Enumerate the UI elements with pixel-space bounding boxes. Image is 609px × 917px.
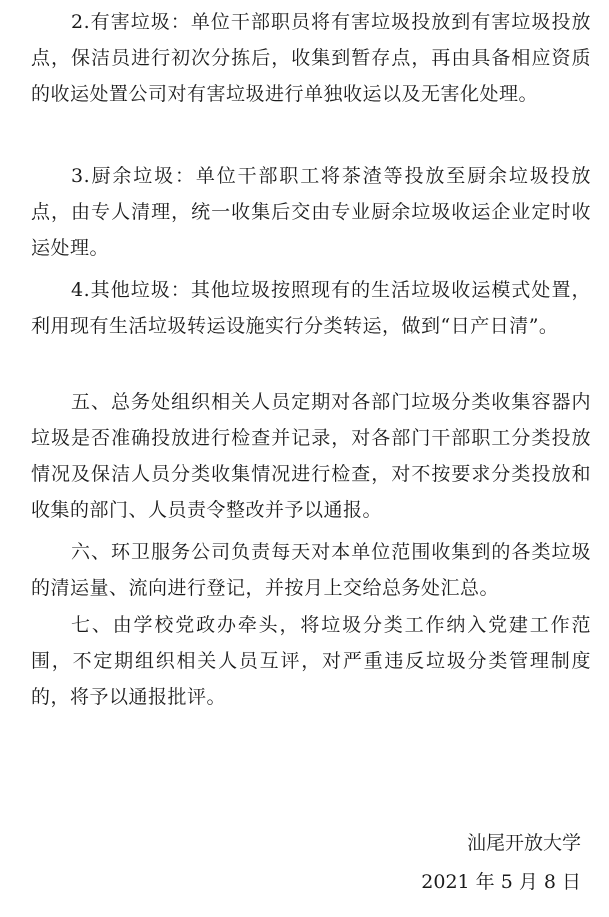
paragraph-other-waste: 4.其他垃圾：其他垃圾按照现有的生活垃圾收运模式处置，利用现有生活垃圾转运设施实行分类转运，做到“日产日清”。 (31, 279, 591, 337)
paragraph-kitchen-waste: 3.厨余垃圾：单位干部职工将茶渣等投放至厨余垃圾投放点，由专人清理，统一收集后交由专业厨余垃圾收运企业定时收运处理。 (31, 165, 591, 259)
signature-date: 2021 年 5 月 8 日 (421, 871, 581, 893)
paragraph-section-seven: 七、由学校党政办牵头，将垃圾分类工作纳入党建工作范围，不定期组织相关人员互评，对严重违反垃圾分类管理制度的，将予以通报批评。 (31, 614, 591, 708)
paragraph-section-five: 五、总务处组织相关人员定期对各部门垃圾分类收集容器内垃圾是否准确投放进行检查并记录，对各部门干部职工分类投放情况及保洁人员分类收集情况进行检查，对不按要求分类投放和收集的部门、人员责令整改并予以通报。 (31, 391, 591, 521)
paragraph-hazardous-waste: 2.有害垃圾：单位干部职员将有害垃圾投放到有害垃圾投放点，保洁员进行初次分拣后，收集到暂存点，再由具备相应资质的收运处置公司对有害垃圾进行单独收运以及无害化处理。 (31, 11, 591, 105)
signature-organization: 汕尾开放大学 (466, 832, 581, 854)
paragraph-section-six: 六、环卫服务公司负责每天对本单位范围收集到的各类垃圾的清运量、流向进行登记，并按月上交给总务处汇总。 (31, 541, 591, 599)
